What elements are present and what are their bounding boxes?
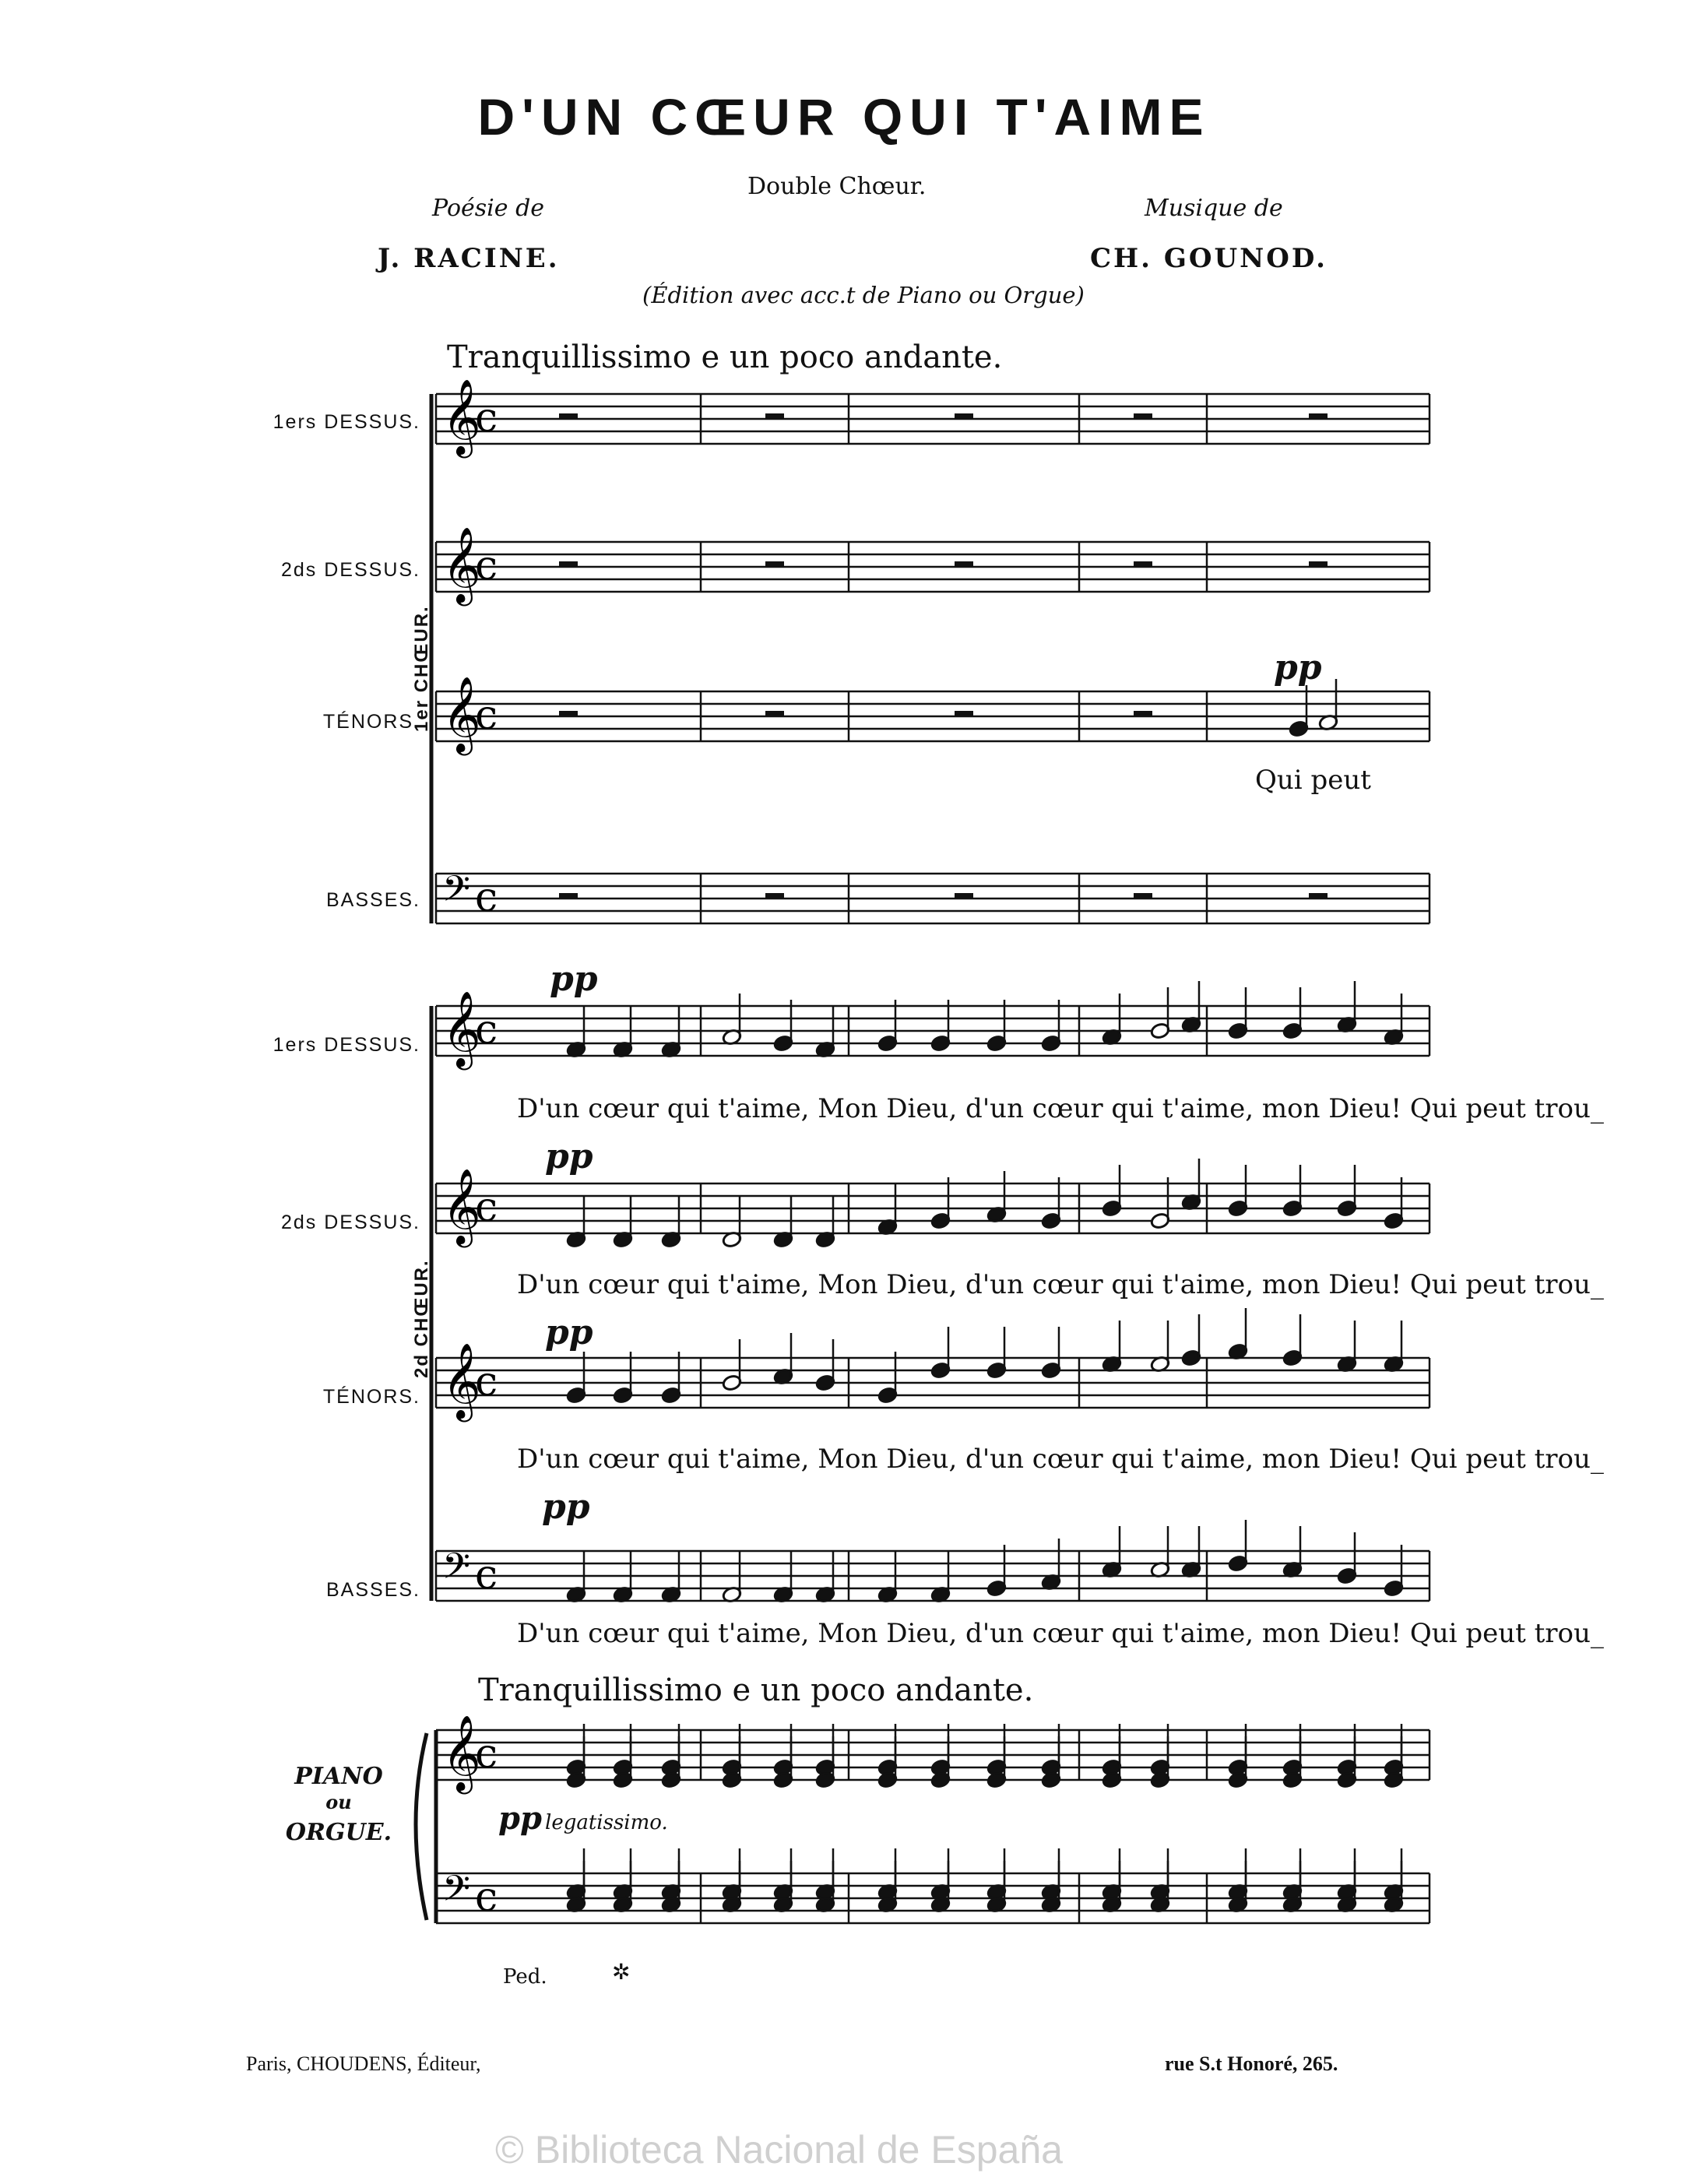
common-time-icon: c bbox=[475, 543, 498, 589]
whole-rest-icon bbox=[1134, 561, 1152, 567]
whole-rest-icon bbox=[1134, 893, 1152, 899]
poetry-label: Poésie de bbox=[432, 195, 545, 222]
lyric-dessus-2: D'un cœur qui t'aime, Mon Dieu, d'un cœur qui t'aime, mon Dieu! Qui peut trou_ bbox=[517, 1269, 1604, 1300]
edition-note: (Édition avec acc.t de Piano ou Orgue) bbox=[642, 282, 1085, 308]
dynamic-pp-basses-2: pp bbox=[542, 1487, 590, 1527]
staff-choir2-2 bbox=[436, 1168, 1430, 1247]
treble-clef-icon: 𝄞 bbox=[442, 526, 481, 603]
treble-clef-icon: 𝄞 bbox=[442, 1714, 481, 1791]
piano-dynamic: pp bbox=[498, 1800, 542, 1837]
common-time-icon: c bbox=[475, 692, 498, 739]
bass-clef-icon: 𝄢 bbox=[442, 868, 471, 919]
treble-clef-icon: 𝄞 bbox=[442, 676, 481, 752]
music-label: Musique de bbox=[1145, 195, 1283, 222]
common-time-icon: c bbox=[475, 1731, 498, 1778]
whole-rest-icon bbox=[955, 561, 973, 567]
voice-label-2-dessus-1: 1ers DESSUS. bbox=[273, 1034, 420, 1056]
common-time-icon: c bbox=[475, 395, 498, 441]
piano-label: PIANO bbox=[294, 1763, 383, 1790]
piano-label-ou: ou bbox=[325, 1791, 352, 1813]
second-choir-label: 2d CHŒUR. bbox=[411, 1259, 432, 1378]
whole-rest-icon bbox=[1134, 413, 1152, 419]
whole-rest-icon bbox=[559, 711, 578, 716]
treble-clef-icon: 𝄞 bbox=[442, 1168, 481, 1244]
pedal-marking: Ped. bbox=[503, 1965, 547, 1989]
whole-rest-icon bbox=[559, 561, 578, 567]
dynamic-pp-tenor-1: pp bbox=[1274, 648, 1322, 688]
voice-label-2-tenors: TÉNORS. bbox=[322, 1386, 420, 1408]
whole-rest-icon bbox=[955, 711, 973, 716]
whole-rest-icon bbox=[955, 893, 973, 899]
whole-rest-icon bbox=[559, 413, 578, 419]
watermark: © Biblioteca Nacional de España bbox=[495, 2128, 1063, 2172]
whole-rest-icon bbox=[765, 893, 784, 899]
organ-label: ORGUE. bbox=[285, 1819, 392, 1846]
treble-clef-icon: 𝄞 bbox=[442, 1342, 481, 1419]
voice-label-1-basses: BASSES. bbox=[326, 889, 420, 911]
dynamic-pp-dessus-1: pp bbox=[550, 959, 598, 999]
staff-choir1-1 bbox=[436, 378, 1430, 458]
pedal-release-marking: ✲ bbox=[612, 1959, 631, 1985]
voice-label-2-dessus-2: 2ds DESSUS. bbox=[280, 1212, 420, 1233]
common-time-icon: c bbox=[475, 1552, 498, 1598]
treble-clef-icon: 𝄞 bbox=[442, 378, 481, 455]
publisher-address: rue S.t Honoré, 265. bbox=[1165, 2052, 1338, 2075]
whole-rest-icon bbox=[1309, 561, 1328, 567]
publisher: Paris, CHOUDENS, Éditeur, bbox=[246, 2052, 481, 2075]
whole-rest-icon bbox=[1309, 893, 1328, 899]
staff-choir1-2 bbox=[436, 526, 1430, 606]
whole-rest-icon bbox=[765, 561, 784, 567]
lyric-dessus-1: D'un cœur qui t'aime, Mon Dieu, d'un cœur qui t'aime, mon Dieu! Qui peut trou_ bbox=[517, 1093, 1604, 1124]
dynamic-pp-tenors-2: pp bbox=[545, 1313, 593, 1352]
bass-clef-icon: 𝄢 bbox=[442, 1546, 471, 1596]
staff-choir2-3 bbox=[436, 1342, 1430, 1422]
whole-rest-icon bbox=[559, 893, 578, 899]
subtitle: Double Chœur. bbox=[747, 173, 927, 200]
whole-rest-icon bbox=[765, 413, 784, 419]
lyric-basses-2: D'un cœur qui t'aime, Mon Dieu, d'un cœur qui t'aime, mon Dieu! Qui peut trou_ bbox=[517, 1618, 1604, 1649]
page-title: D'UN CŒUR QUI T'AIME bbox=[477, 88, 1211, 146]
tempo-marking: Tranquillissimo e un poco andante. bbox=[447, 339, 1003, 375]
whole-rest-icon bbox=[1309, 413, 1328, 419]
common-time-icon: c bbox=[475, 1007, 498, 1053]
bass-clef-icon: 𝄢 bbox=[442, 1868, 471, 1918]
treble-clef-icon: 𝄞 bbox=[442, 990, 481, 1067]
common-time-icon: c bbox=[475, 1359, 498, 1405]
piano-tempo: Tranquillissimo e un poco andante. bbox=[478, 1672, 1034, 1708]
piano-expression: legatissimo. bbox=[545, 1811, 668, 1834]
staff-choir1-3 bbox=[436, 676, 1430, 755]
staff-choir1-4 bbox=[436, 868, 1430, 923]
common-time-icon: c bbox=[475, 1874, 498, 1921]
staff-choir2-1 bbox=[436, 990, 1430, 1070]
composer-name: CH. GOUNOD. bbox=[1090, 243, 1328, 274]
voice-label-2-basses: BASSES. bbox=[326, 1579, 420, 1601]
common-time-icon: c bbox=[475, 874, 498, 921]
whole-rest-icon bbox=[765, 711, 784, 716]
whole-rest-icon bbox=[1134, 711, 1152, 716]
dynamic-pp-dessus-2: pp bbox=[545, 1137, 593, 1176]
voice-label-1-dessus-1: 1ers DESSUS. bbox=[273, 411, 420, 433]
lyric-tenor-1: Qui peut bbox=[1255, 765, 1371, 796]
poet-name: J. RACINE. bbox=[378, 243, 560, 274]
first-choir-label: 1er CHŒUR. bbox=[411, 605, 432, 732]
voice-label-1-dessus-2: 2ds DESSUS. bbox=[280, 559, 420, 581]
piano-brace bbox=[416, 1733, 427, 1920]
lyric-tenors-2: D'un cœur qui t'aime, Mon Dieu, d'un cœur qui t'aime, mon Dieu! Qui peut trou_ bbox=[517, 1444, 1604, 1475]
whole-rest-icon bbox=[955, 413, 973, 419]
common-time-icon: c bbox=[475, 1184, 498, 1231]
voice-label-1-tenors: TÉNORS. bbox=[322, 711, 420, 733]
